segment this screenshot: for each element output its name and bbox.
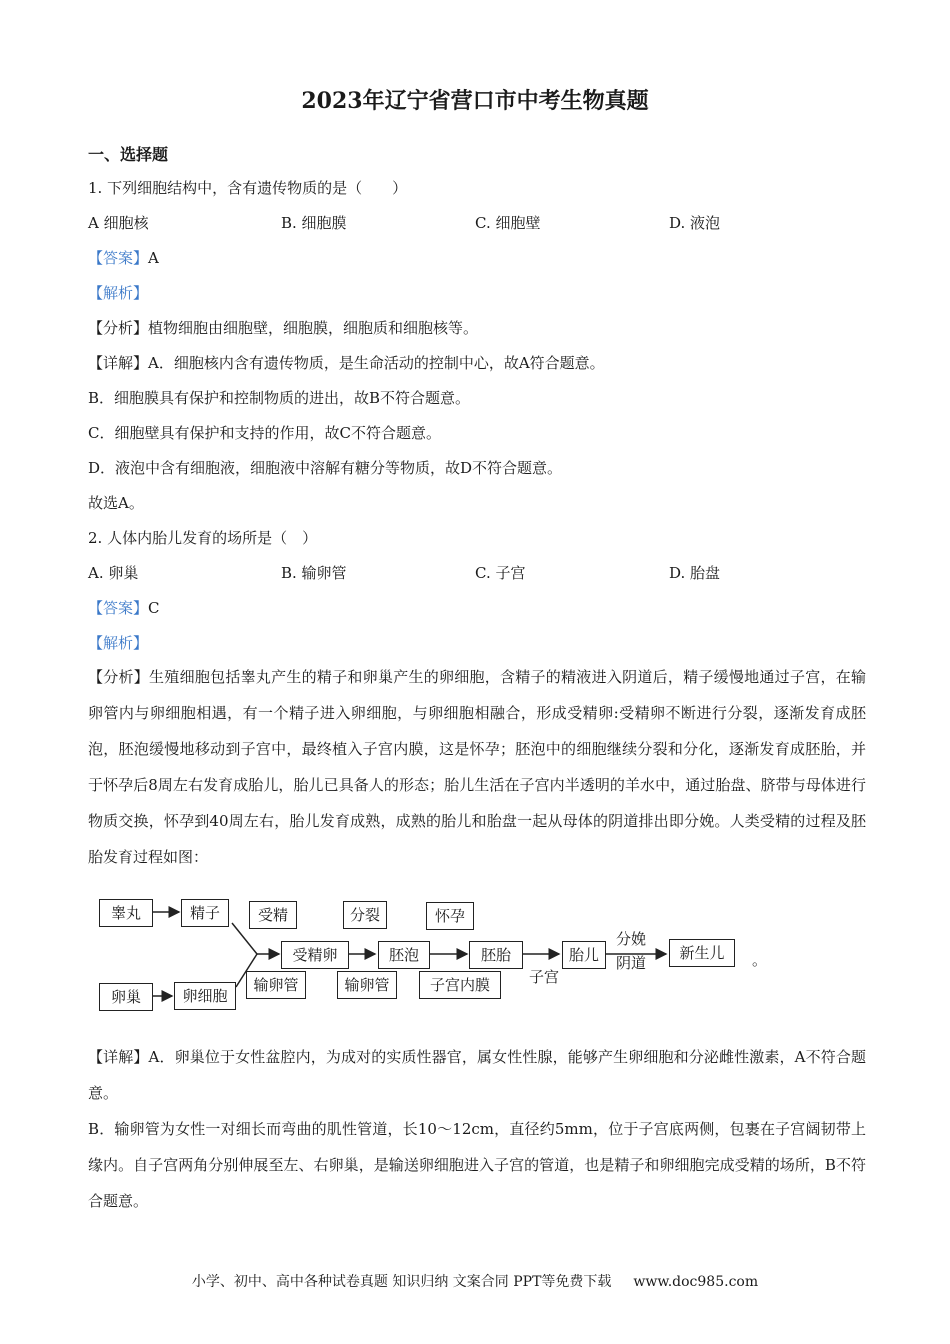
box-embryo: 胚胎 xyxy=(469,941,523,969)
box-fetus: 胎儿 xyxy=(562,941,606,969)
label-end-mark: 。 xyxy=(752,951,768,969)
q2-analysis-tag: 【解析】 xyxy=(88,634,149,652)
page-footer xyxy=(0,1271,950,1291)
box-blastocyst: 胚泡 xyxy=(378,941,430,969)
label-vagina: 阴道 xyxy=(616,954,647,972)
q2-option-d: D. 胎盘 xyxy=(669,564,721,582)
q1-line-b: B．细胞膜具有保护和控制物质的进出，故B不符合题意。 xyxy=(88,389,471,407)
box-sperm: 精子 xyxy=(181,899,229,927)
box-newborn: 新生儿 xyxy=(669,939,735,967)
q1-option-c: C. 细胞壁 xyxy=(475,214,541,232)
box-egg: 卵细胞 xyxy=(174,982,236,1010)
q2-option-a: A. 卵巢 xyxy=(88,564,139,582)
box-fertilization: 受精 xyxy=(249,901,297,929)
q1-option-a: A 细胞核 xyxy=(88,214,149,232)
footer-url[interactable]: www.doc985.com xyxy=(633,1274,759,1290)
box-oviduct-1: 输卵管 xyxy=(246,971,306,999)
q2-option-b: B. 输卵管 xyxy=(281,564,347,582)
q1-line-d: D．液泡中含有细胞液，细胞液中溶解有糖分等物质，故D不符合题意。 xyxy=(88,459,563,477)
q2-fenxi-paragraph xyxy=(88,659,866,875)
fertilization-flow-diagram xyxy=(95,893,795,1013)
q1-analysis-tag: 【解析】 xyxy=(88,284,149,302)
fenxi-text: 生殖细胞包括睾丸产生的精子和卵巢产生的卵细胞，含精子的精液进入阴道后，精子缓慢地通过子宫，在输卵管内与卵细胞相遇，有一个精子进入卵细胞，与卵细胞相融合，形成受精卵:受精卵不断进行分裂，逐渐发育成胚泡，胚泡缓慢地移动到子宫中，最终植入子宫内膜，这是怀孕；胚泡中的细胞继续分裂和分化，逐渐发育成胚胎，并于怀孕后8周左右发育成胎儿，胎儿已具备人的形态；胎儿生活在子宫内半透明的羊水中，通过胎盘、脐带与母体进行物质交换，怀孕到40周左右，胎儿发育成熟，成熟的胎儿和胎盘一起从母体的阴道排出即分娩。人类受精的过程及胚胎发育过程如图： xyxy=(88,668,866,866)
q1-stem: 1. 下列细胞结构中，含有遗传物质的是（ ） xyxy=(88,179,408,197)
xiangjie-text: A．卵巢位于女性盆腔内，为成对的实质性器官，属女性性腺，能够产生卵细胞和分泌雌性激素，A不符合题意。 xyxy=(88,1048,866,1102)
answer-tag: 【答案】 xyxy=(88,599,149,617)
xiangjie-tag: 【详解】 xyxy=(88,1048,149,1066)
footer-text: 小学、初中、高中各种试卷真题 知识归纳 文案合同 PPT等免费下载 xyxy=(191,1274,612,1290)
box-division: 分裂 xyxy=(343,901,387,929)
q2-answer xyxy=(88,597,160,619)
box-pregnancy: 怀孕 xyxy=(426,902,474,930)
q1-option-b: B. 细胞膜 xyxy=(281,214,347,232)
q2-option-c: C. 子宫 xyxy=(475,564,526,582)
xiangjie-text: A．细胞核内含有遗传物质，是生命活动的控制中心，故A符合题意。 xyxy=(148,354,605,372)
box-oviduct-2: 输卵管 xyxy=(337,971,397,999)
q1-conclusion: 故选A。 xyxy=(88,494,144,512)
label-uterus: 子宫 xyxy=(529,968,560,986)
q1-line-c: C．细胞壁具有保护和支持的作用，故C不符合题意。 xyxy=(88,424,441,442)
fenxi-text: 植物细胞由细胞壁，细胞膜，细胞质和细胞核等。 xyxy=(148,319,479,337)
section-heading: 一、选择题 xyxy=(88,145,169,164)
q2-xiangjie-paragraph xyxy=(88,1039,866,1111)
xiangjie-tag: 【详解】 xyxy=(88,354,149,372)
q2-stem: 2. 人体内胎儿发育的场所是（ ） xyxy=(88,529,318,547)
answer-value: C xyxy=(148,599,160,617)
fenxi-tag: 【分析】 xyxy=(88,668,150,686)
answer-tag: 【答案】 xyxy=(88,249,149,267)
page-title: 2023年辽宁省营口市中考生物真题 xyxy=(301,88,649,114)
box-zygote: 受精卵 xyxy=(281,941,349,969)
q1-xiangjie xyxy=(88,352,605,374)
fenxi-tag: 【分析】 xyxy=(88,319,149,337)
answer-value: A xyxy=(148,249,159,267)
q1-fenxi xyxy=(88,317,478,339)
label-delivery: 分娩 xyxy=(616,930,647,948)
box-ovary: 卵巢 xyxy=(99,983,153,1011)
q2-line-b-paragraph: B．输卵管为女性一对细长而弯曲的肌性管道，长10～12cm，直径约5mm，位于子宫底两侧，包裹在子宫阔韧带上缘内。自子宫两角分别伸展至左、右卵巢，是输送卵细胞进入子宫的管道，也是精子和卵细胞完成受精的场所，B不符合题意。 xyxy=(88,1120,866,1210)
box-testis: 睾丸 xyxy=(99,899,153,927)
q1-answer xyxy=(88,247,159,269)
box-endometrium: 子宫内膜 xyxy=(419,971,501,999)
q1-option-d: D. 液泡 xyxy=(669,214,721,232)
